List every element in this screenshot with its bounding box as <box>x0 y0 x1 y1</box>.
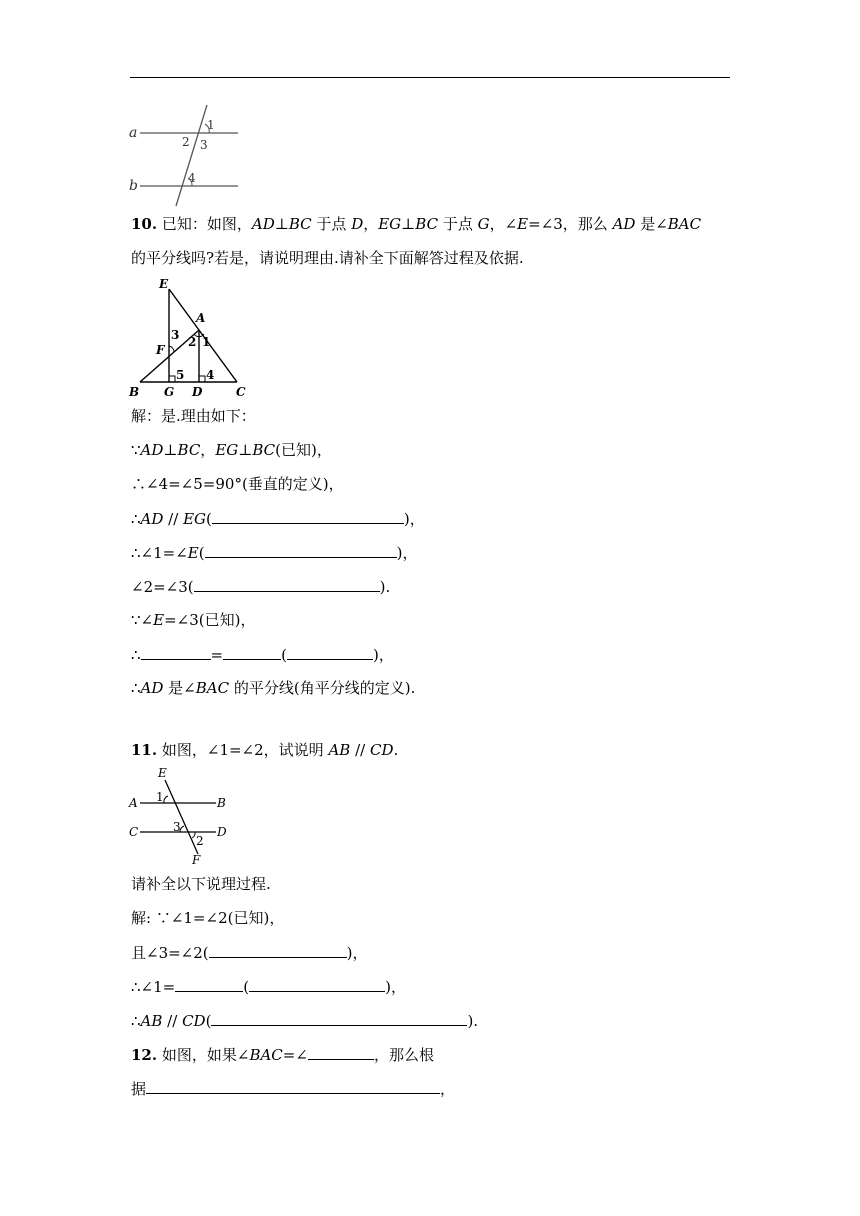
figure-lines-ab-cd <box>126 766 236 866</box>
q10-step-6 <box>131 610 255 630</box>
q11-step-3 <box>131 976 406 997</box>
label-a: a <box>129 125 138 141</box>
var: AD <box>140 679 164 697</box>
label-angle-4: 4 <box>206 368 215 382</box>
symbol-therefore: ∴ <box>131 1012 141 1030</box>
q10-number: 10. <box>131 215 158 233</box>
symbol-because: ∵ <box>131 441 141 459</box>
text: ⊥ <box>238 441 253 459</box>
var: CD <box>182 1012 206 1030</box>
q10-text: 于点 <box>311 215 352 233</box>
label-c: C <box>129 825 139 839</box>
label-f: F <box>192 853 201 866</box>
transversal-ef <box>165 780 198 854</box>
text: ，那么根 <box>373 1046 434 1064</box>
var: BAC <box>195 679 230 697</box>
label-g: G <box>164 385 175 399</box>
var: BC <box>177 441 201 459</box>
q10-text: 于点 <box>438 215 478 233</box>
text: )， <box>396 544 418 562</box>
var: AB <box>140 1012 163 1030</box>
var: EG <box>183 510 206 528</box>
answer-blank[interactable] <box>205 542 397 558</box>
label-f: F <box>156 343 165 357</box>
label-b: B <box>129 385 140 399</box>
q10-var: BAC <box>667 215 702 233</box>
text: ， <box>200 441 216 459</box>
text: ( <box>281 646 287 664</box>
q10-step-5 <box>131 576 390 597</box>
answer-blank[interactable] <box>209 942 347 958</box>
label-angle-3: 3 <box>200 138 208 152</box>
figure-triangle-abc <box>126 276 256 400</box>
angle-arc-f <box>169 346 174 352</box>
q10-step-3 <box>131 508 425 529</box>
text: ( <box>205 1012 212 1030</box>
header-rule <box>130 77 730 78</box>
text: . <box>393 741 399 759</box>
var: AB <box>328 741 351 759</box>
text: // <box>162 1012 183 1030</box>
q10-text: ⊥ <box>274 215 289 233</box>
label-b: B <box>217 796 226 810</box>
q11-prompt: 请补全以下说理过程. <box>131 875 271 893</box>
q10-step-7 <box>131 644 394 665</box>
angle-arc-1 <box>164 796 168 803</box>
text: // <box>163 510 184 528</box>
var: E <box>187 544 199 562</box>
answer-blank[interactable] <box>175 976 243 992</box>
text: 如图，∠1=∠2，试说明 <box>157 741 329 759</box>
label-b: b <box>129 178 138 194</box>
label-angle-5: 5 <box>176 368 185 382</box>
text: 如图，如果∠ <box>157 1046 250 1064</box>
text: )， <box>372 646 394 664</box>
text: ∴∠1= <box>131 978 176 996</box>
text: // <box>350 741 370 759</box>
text: ∠2=∠3( <box>131 578 194 596</box>
text: = <box>210 646 224 664</box>
answer-blank[interactable] <box>194 576 380 592</box>
q10-var: D <box>351 215 364 233</box>
label-angle-1: 1 <box>202 335 211 349</box>
q10-var: BC <box>288 215 312 233</box>
angle-arc-2 <box>192 832 195 838</box>
q11-step-2 <box>131 942 368 963</box>
label-angle-1: 1 <box>207 118 215 132</box>
answer-blank[interactable] <box>308 1044 374 1060</box>
text: 的平分线(角平分线的定义). <box>229 679 416 697</box>
q10-text: ⊥ <box>401 215 416 233</box>
var: AD <box>140 441 164 459</box>
label-d: D <box>217 825 227 839</box>
text: 据 <box>131 1080 147 1098</box>
q12-stem-line-2 <box>131 1078 455 1099</box>
q10-text: ， <box>363 215 379 233</box>
q10-step-2: ∴∠4=∠5=90°(垂直的定义)， <box>131 475 344 493</box>
text: 且∠3=∠2( <box>131 944 209 962</box>
text: (已知)， <box>275 441 332 459</box>
label-angle-2: 2 <box>188 335 197 349</box>
q11-step-1: 解: ∵∠1=∠2(已知)， <box>131 909 285 927</box>
var: CD <box>369 741 394 759</box>
symbol-therefore: ∴ <box>131 679 141 697</box>
var: BC <box>252 441 276 459</box>
label-angle-3: 3 <box>173 820 181 834</box>
label-e: E <box>159 277 169 291</box>
q10-var: EG <box>378 215 402 233</box>
answer-blank[interactable] <box>287 644 373 660</box>
answer-blank[interactable] <box>146 1078 440 1094</box>
answer-blank[interactable] <box>211 1010 467 1026</box>
q10-var: AD <box>612 215 636 233</box>
q10-step-8 <box>131 678 415 698</box>
text: =∠ <box>282 1046 308 1064</box>
symbol-therefore: ∴ <box>131 510 141 528</box>
transversal <box>176 105 207 206</box>
q11-stem <box>131 740 398 760</box>
answer-blank[interactable] <box>223 644 281 660</box>
q10-step-4 <box>131 542 417 563</box>
answer-blank[interactable] <box>141 644 211 660</box>
label-angle-1: 1 <box>156 790 164 804</box>
q12-stem-line-1 <box>131 1044 434 1065</box>
label-angle-2: 2 <box>196 834 204 848</box>
answer-blank[interactable] <box>212 508 404 524</box>
text: ∴∠1=∠ <box>131 544 188 562</box>
var: BAC <box>249 1046 283 1064</box>
q10-var: BC <box>415 215 439 233</box>
q10-var: AD <box>251 215 275 233</box>
q11-number: 11. <box>131 741 158 759</box>
label-c: C <box>236 385 246 399</box>
label-a: A <box>129 796 138 810</box>
q10-var: E <box>517 215 529 233</box>
q12-number: 12. <box>131 1046 158 1064</box>
text: )， <box>385 978 406 996</box>
q10-text: =∠3，那么 <box>528 215 613 233</box>
var: AD <box>140 510 164 528</box>
text: =∠3(已知)， <box>164 611 256 629</box>
text: ( <box>206 510 212 528</box>
q10-solution-heading: 解：是.理由如下： <box>131 407 256 425</box>
label-e: E <box>158 766 167 780</box>
text: 是∠ <box>163 679 196 697</box>
q10-var: G <box>477 215 490 233</box>
q10-text: 是∠ <box>635 215 668 233</box>
text: ⊥ <box>163 441 178 459</box>
text: ， <box>440 1080 456 1098</box>
label-a: A <box>196 311 206 325</box>
q10-stem-line-2: 的平分线吗?若是，请说明理由.请补全下面解答过程及依据. <box>131 249 524 267</box>
right-angle-d <box>199 376 205 382</box>
q10-text: ，∠ <box>489 215 518 233</box>
label-angle-3: 3 <box>171 328 180 342</box>
text: )， <box>403 510 425 528</box>
text: ( <box>198 544 205 562</box>
figure-parallel-lines-ab <box>126 100 246 210</box>
text: ). <box>379 578 391 596</box>
q11-step-4 <box>131 1010 478 1031</box>
answer-blank[interactable] <box>249 976 385 992</box>
label-angle-2: 2 <box>182 135 190 149</box>
q10-text: 已知：如图， <box>157 215 252 233</box>
text: ). <box>467 1012 479 1030</box>
text: ( <box>243 978 250 996</box>
symbol-therefore: ∴ <box>131 646 141 664</box>
label-angle-4: 4 <box>188 171 196 185</box>
q10-step-1 <box>131 440 332 460</box>
var: E <box>153 611 165 629</box>
text: )， <box>346 944 368 962</box>
text: ∵∠ <box>131 611 154 629</box>
label-d: D <box>192 385 203 399</box>
var: EG <box>215 441 239 459</box>
q10-stem-line-1 <box>131 214 701 234</box>
right-angle-g <box>169 376 175 382</box>
